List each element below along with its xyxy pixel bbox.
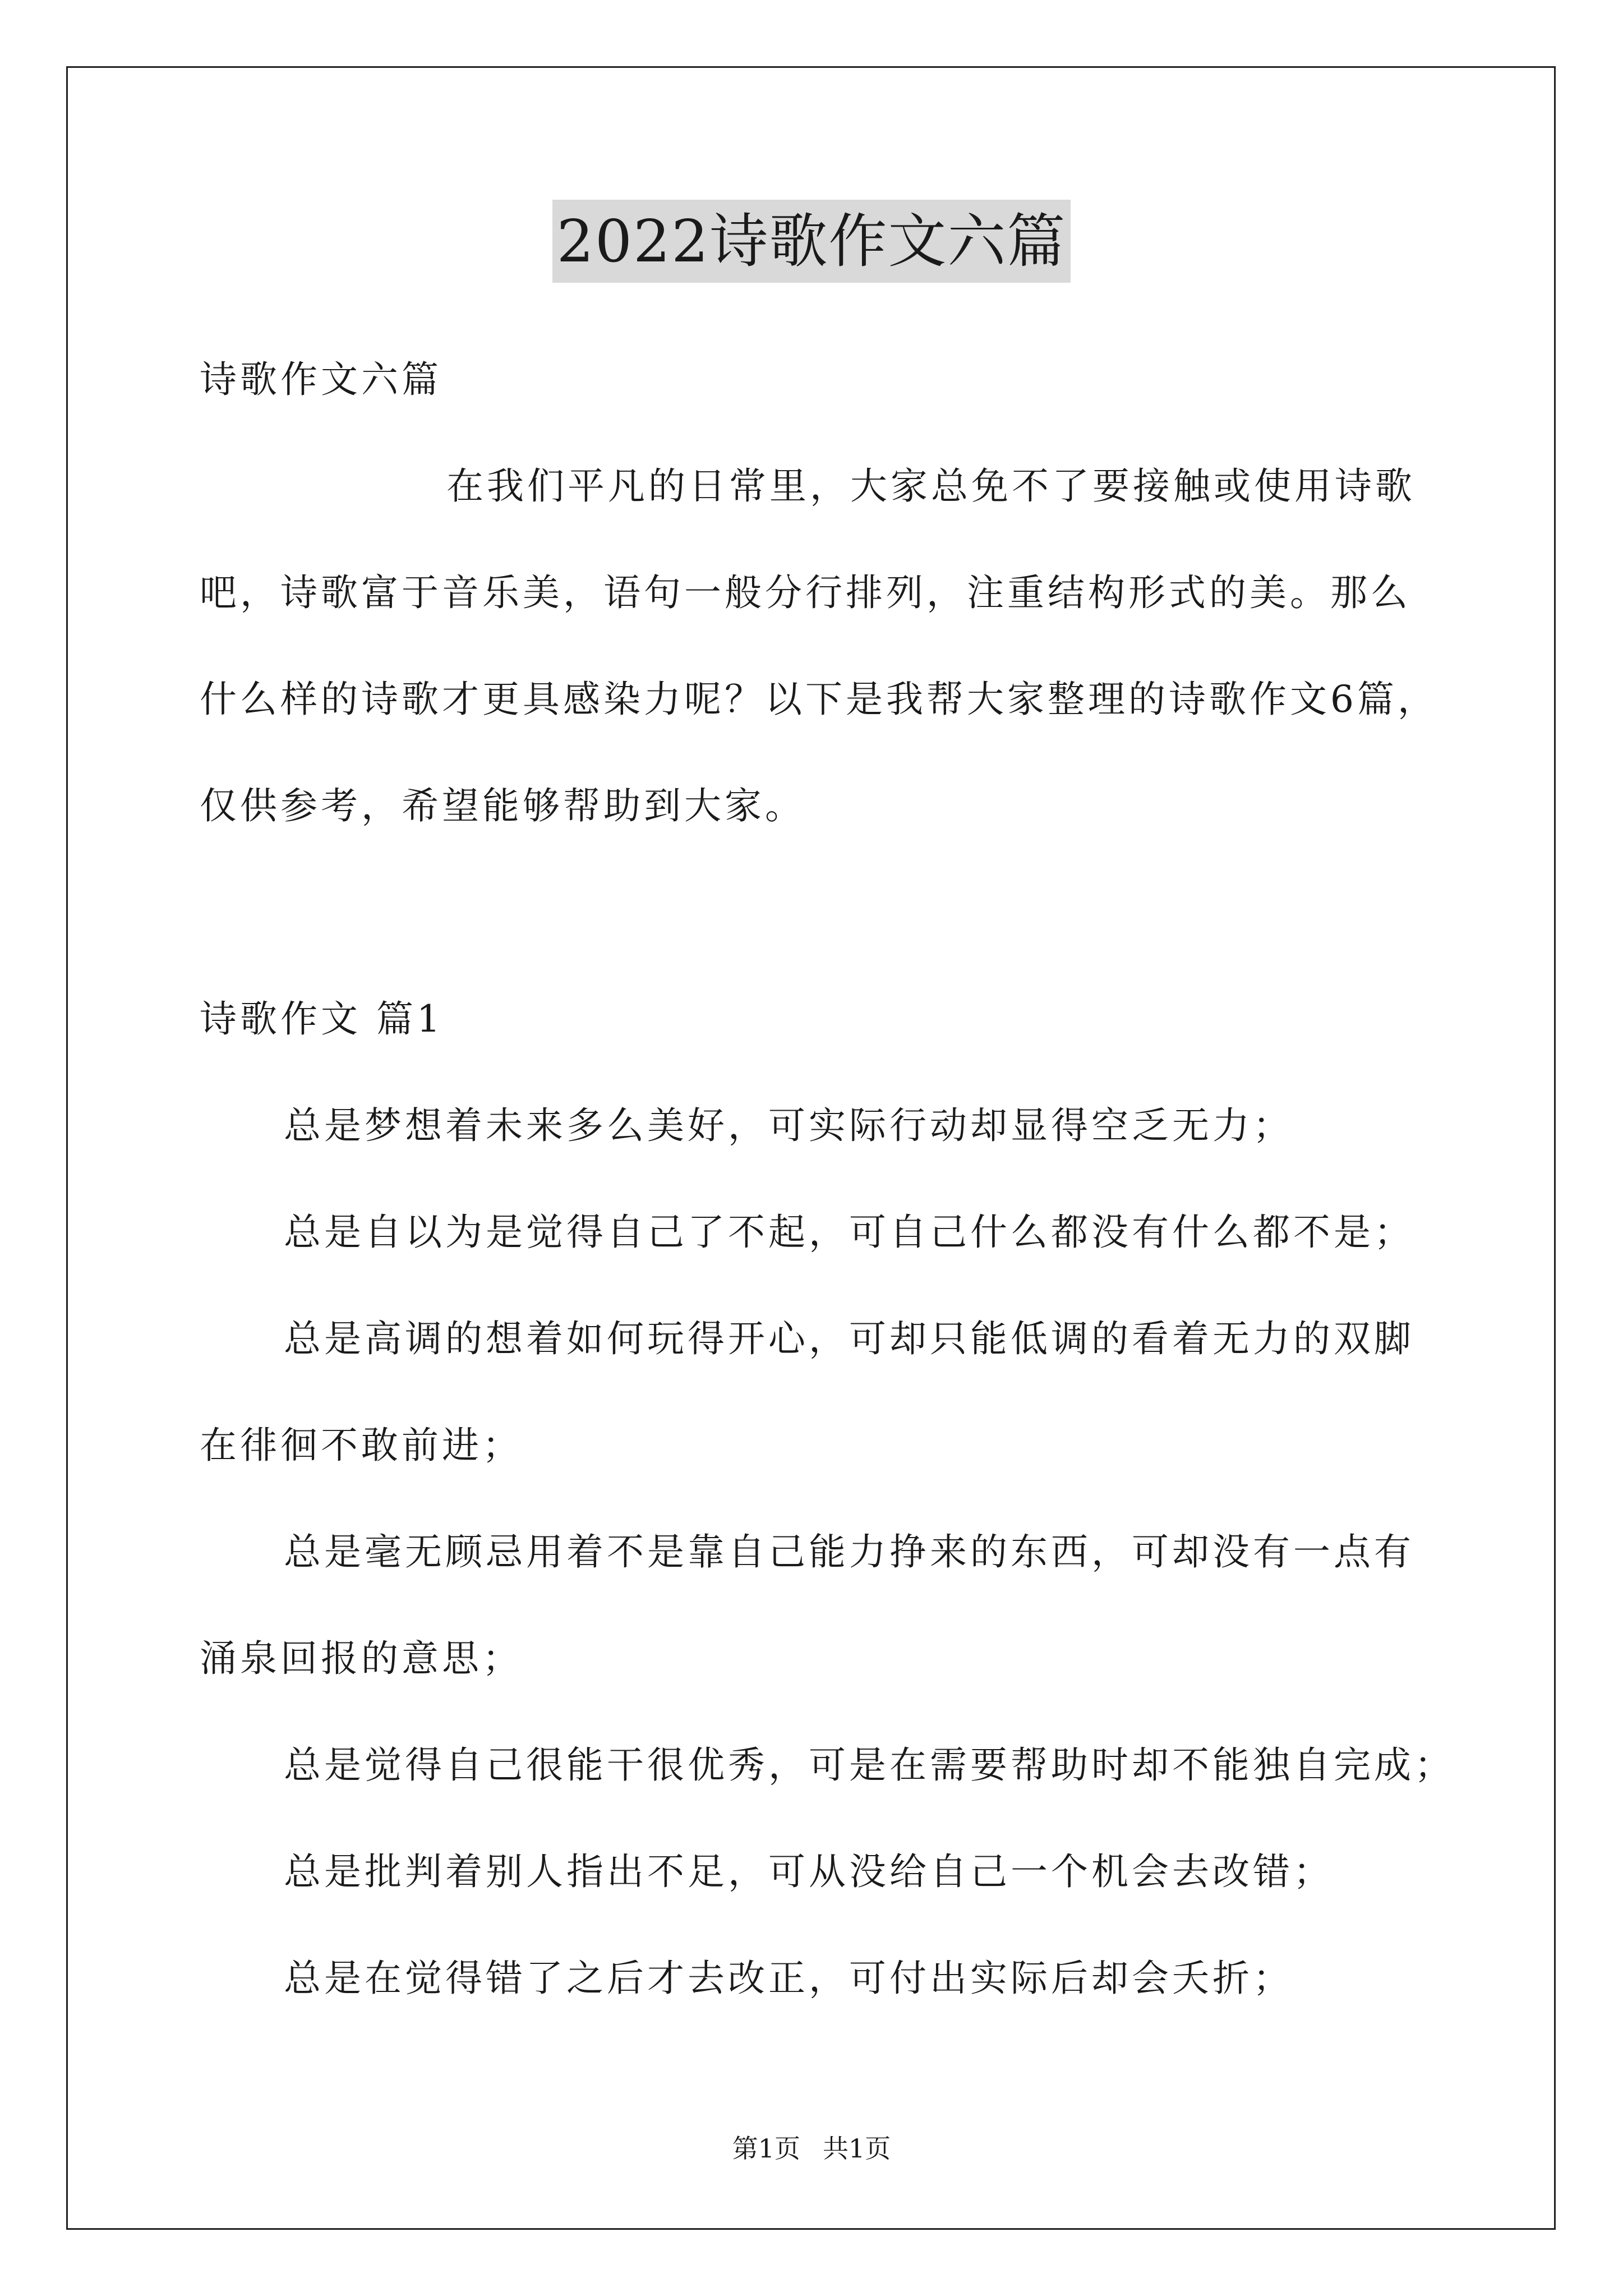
page-total: 共1页 <box>823 2133 891 2164</box>
intro-line-4: 仅供参考，希望能够帮助到大家。 <box>200 784 805 827</box>
page-number: 第1页 <box>732 2133 800 2164</box>
poem-line-9: 总是在觉得错了之后才去改正，可付出实际后却会夭折； <box>284 1957 1293 2000</box>
poem-line-5: 总是毫无顾忌用着不是靠自己能力挣来的东西，可却没有一点有 <box>284 1530 1414 1573</box>
page-footer <box>0 2132 1623 2165</box>
subtitle: 诗歌作文六篇 <box>200 358 442 401</box>
document-title: 2022诗歌作文六篇 <box>552 200 1071 283</box>
poem-line-6: 涌泉回报的意思； <box>200 1637 523 1680</box>
poem-line-4: 在徘徊不敢前进； <box>200 1424 523 1467</box>
poem-line-8: 总是批判着别人指出不足，可从没给自己一个机会去改错； <box>284 1850 1334 1893</box>
intro-line-1: 在我们平凡的日常里，大家总免不了要接触或使用诗歌 <box>446 464 1415 508</box>
section-heading: 诗歌作文 篇1 <box>200 997 444 1041</box>
poem-line-1: 总是梦想着未来多么美好，可实际行动却显得空乏无力； <box>284 1104 1293 1147</box>
poem-line-3: 总是高调的想着如何玩得开心，可却只能低调的看着无力的双脚 <box>284 1317 1414 1360</box>
intro-line-2: 吧，诗歌富于音乐美，语句一般分行排列，注重结构形式的美。那么 <box>200 571 1411 614</box>
title-container <box>0 200 1623 283</box>
poem-line-2: 总是自以为是觉得自己了不起，可自己什么都没有什么都不是； <box>284 1211 1414 1254</box>
intro-line-3: 什么样的诗歌才更具感染力呢？以下是我帮大家整理的诗歌作文6篇， <box>200 678 1438 721</box>
poem-line-7: 总是觉得自己很能干很优秀，可是在需要帮助时却不能独自完成； <box>284 1743 1455 1787</box>
